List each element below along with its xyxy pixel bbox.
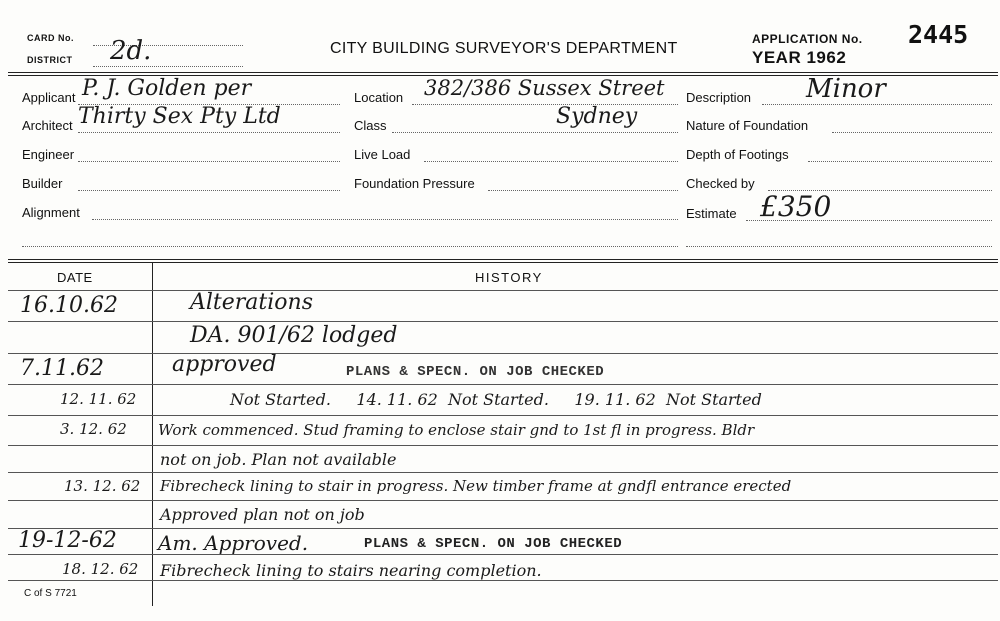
row-line — [8, 580, 998, 581]
date-header: DATE — [57, 270, 93, 285]
class-value: Sydney — [556, 104, 638, 129]
foundation-pressure-line — [488, 190, 678, 191]
row-line — [8, 384, 998, 385]
builder-label: Builder — [22, 176, 63, 191]
nature-line — [832, 132, 992, 133]
location-label: Location — [354, 90, 404, 105]
history-header: HISTORY — [475, 270, 543, 285]
estimate-value: £350 — [760, 190, 832, 223]
row-line — [8, 321, 998, 322]
department-title: CITY BUILDING SURVEYOR'S DEPARTMENT — [330, 40, 678, 57]
class-line — [392, 132, 678, 133]
history-top-rule-2 — [8, 262, 998, 263]
history-date: 19-12-62 — [18, 528, 117, 553]
row-line — [8, 472, 998, 473]
architect-value: Thirty Sex Pty Ltd — [78, 104, 281, 129]
extra-line — [22, 246, 678, 247]
application-label: APPLICATION No. — [752, 32, 863, 46]
history-entry: Fibrecheck lining to stair in progress. New timber frame at gndfl entrance erected — [160, 477, 792, 495]
header-rule — [8, 72, 998, 73]
architect-line — [78, 132, 340, 133]
description-value: Minor — [806, 74, 886, 104]
class-label: Class — [354, 118, 387, 133]
depth-of-footings-label: Depth of Footings — [686, 147, 789, 162]
row-line — [8, 353, 998, 354]
row-line — [8, 290, 998, 291]
history-date: 16.10.62 — [20, 293, 118, 318]
history-date: 7.11.62 — [20, 356, 104, 381]
history-top-rule — [8, 259, 998, 260]
alignment-line — [92, 219, 678, 220]
stamp-plans-checked: PLANS & SPECN. ON JOB CHECKED — [346, 364, 605, 380]
history-entry: not on job. Plan not available — [160, 450, 397, 469]
row-line — [8, 500, 998, 501]
year-label: YEAR 1962 — [752, 48, 847, 67]
engineer-label: Engineer — [22, 147, 75, 162]
checked-by-label: Checked by — [686, 176, 755, 191]
history-date: 3. 12. 62 — [60, 420, 127, 438]
history-entry: Am. Approved. — [158, 531, 309, 555]
description-line — [762, 104, 992, 105]
form-code: C of S 7721 — [24, 588, 77, 599]
row-line — [8, 554, 998, 555]
card-no-label: CARD No. — [27, 33, 74, 43]
live-load-label: Live Load — [354, 147, 411, 162]
history-date: 13. 12. 62 — [64, 477, 141, 495]
extra-line-right — [686, 246, 992, 247]
row-line — [8, 528, 998, 529]
live-load-line — [424, 161, 678, 162]
application-number: 2445 — [908, 20, 969, 49]
architect-label: Architect — [22, 118, 73, 133]
history-entry: DA. 901/62 lodged — [190, 323, 398, 348]
history-entry: Work commenced. Stud framing to enclose stair gnd to 1st fl in progress. Bldr — [158, 421, 755, 439]
row-line — [8, 415, 998, 416]
depth-line — [808, 161, 992, 162]
district-value: 2d. — [110, 36, 152, 66]
nature-of-foundation-label: Nature of Foundation — [686, 118, 809, 133]
builder-line — [78, 190, 340, 191]
district-label: DISTRICT — [27, 55, 73, 65]
district-line — [93, 66, 243, 67]
applicant-label: Applicant — [22, 90, 76, 105]
alignment-label: Alignment — [22, 205, 80, 220]
location-value: 382/386 Sussex Street — [424, 76, 665, 100]
row-line — [8, 445, 998, 446]
history-date: 12. 11. 62 — [60, 390, 137, 408]
estimate-label: Estimate — [686, 206, 737, 221]
foundation-pressure-label: Foundation Pressure — [354, 176, 475, 191]
description-label: Description — [686, 90, 752, 105]
stamp-plans-checked: PLANS & SPECN. ON JOB CHECKED — [364, 536, 623, 552]
history-entry: Fibrecheck lining to stairs nearing completion. — [160, 561, 542, 580]
location-line — [412, 104, 678, 105]
history-entry: Alterations — [190, 290, 313, 315]
engineer-line — [78, 161, 340, 162]
history-entry: Not Started. 14. 11. 62 Not Started. 19. 11. 62 Not Started — [230, 390, 762, 409]
applicant-value: P. J. Golden per — [82, 76, 252, 101]
history-entry: Approved plan not on job — [160, 505, 365, 524]
history-entry: approved — [172, 352, 277, 377]
history-date: 18. 12. 62 — [62, 560, 139, 578]
